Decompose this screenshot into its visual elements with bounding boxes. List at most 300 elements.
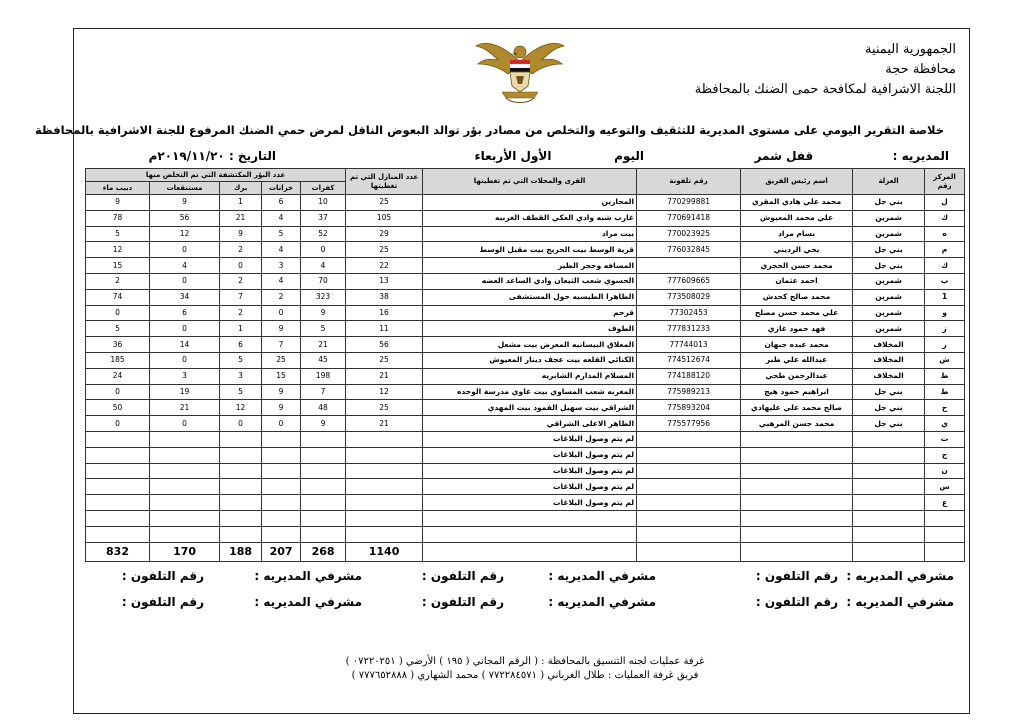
cell-area: شمرين (853, 226, 925, 242)
cell-villages: المعلاق البيسانيه المعرض بيت مشعل (423, 337, 637, 353)
cell-phone: 773508029 (637, 289, 741, 305)
cell-drums (86, 431, 150, 447)
supervisor-label: مشرفي المديريه : (254, 595, 362, 609)
district-value: قفل شمر (754, 149, 814, 163)
cell-center: ب (925, 273, 965, 289)
header-line-1: الجمهورية اليمنية (864, 42, 956, 57)
cell-villages: لم يتم وصول البلاغات (423, 479, 637, 495)
cell-pools: 9 (220, 226, 262, 242)
cell-houses: 22 (346, 258, 423, 274)
cell-containers (150, 463, 220, 479)
cell-houses (346, 495, 423, 511)
cell-pools (220, 479, 262, 495)
cell-houses: 29 (346, 226, 423, 242)
cell-phone: 770299881 (637, 195, 741, 211)
totals-empty-cell (741, 542, 853, 561)
cell-tanks (262, 510, 301, 526)
col-pools: برك (220, 182, 262, 195)
cell-leader (741, 431, 853, 447)
day-label: اليوم (614, 149, 644, 163)
cell-leader: علي محمد حسن مصلح (741, 305, 853, 321)
supervisor-label: مشرفي المديريه : (254, 569, 362, 583)
cell-pools: 1 (220, 195, 262, 211)
cell-containers: 34 (150, 289, 220, 305)
cell-phone (637, 510, 741, 526)
cell-containers: 4 (150, 258, 220, 274)
col-center: المركز رقم (925, 169, 965, 195)
phone-row-1-col-2 (422, 569, 504, 583)
table-row (86, 384, 965, 400)
cell-tanks (262, 447, 301, 463)
cell-houses: 12 (346, 384, 423, 400)
cell-center: ش (925, 352, 965, 368)
cell-area: بني جل (853, 384, 925, 400)
phone-row-2-col-3 (122, 595, 204, 609)
cell-phone (637, 495, 741, 511)
table-row (86, 495, 965, 511)
cell-center (925, 526, 965, 542)
cell-drums (86, 463, 150, 479)
day-meta (475, 149, 645, 163)
supervisor-row-2-col-1 (846, 595, 954, 609)
cell-houses: 13 (346, 273, 423, 289)
cell-containers: 0 (150, 321, 220, 337)
cell-tanks: 3 (262, 258, 301, 274)
cell-phone: 770691418 (637, 210, 741, 226)
cell-tires (301, 510, 346, 526)
cell-drums: 50 (86, 400, 150, 416)
cell-leader: محمد علي هادي المقري (741, 195, 853, 211)
cell-area: شمرين (853, 321, 925, 337)
cell-houses: 56 (346, 337, 423, 353)
cell-center (925, 510, 965, 526)
cell-containers: 9 (150, 195, 220, 211)
cell-villages: لم يتم وصول البلاغات (423, 431, 637, 447)
cell-villages: المسلام المدارم الشابريه (423, 368, 637, 384)
cell-leader: علي محمد المعيوش (741, 210, 853, 226)
date-value: ٢٠١٩/١١/٢٠م (148, 149, 225, 163)
date-meta (149, 149, 276, 163)
cell-tires: 10 (301, 195, 346, 211)
supervisor-row-2-col-3 (254, 595, 362, 609)
phone-label: رقم التلفون : (421, 595, 504, 609)
cell-leader: محمد صالح كحدش (741, 289, 853, 305)
cell-tanks: 9 (262, 400, 301, 416)
phone-label: رقم التلفون : (755, 595, 838, 609)
cell-area: شمرين (853, 305, 925, 321)
cell-area (853, 495, 925, 511)
cell-area: المخلاف (853, 368, 925, 384)
cell-villages: الظاهرا الطيسيه حول المستشفى (423, 289, 637, 305)
cell-area (853, 463, 925, 479)
cell-tires: 45 (301, 352, 346, 368)
totals-empty-cell (423, 542, 637, 561)
cell-leader: محمد حسن الحجري (741, 258, 853, 274)
table-row (86, 242, 965, 258)
cell-center: ك (925, 210, 965, 226)
cell-leader: ابراهيم حمود هيج (741, 384, 853, 400)
table-row (86, 447, 965, 463)
phone-row-2-col-2 (422, 595, 504, 609)
cell-villages (423, 510, 637, 526)
cell-containers (150, 447, 220, 463)
cell-area: بني جل (853, 195, 925, 211)
cell-drums: 36 (86, 337, 150, 353)
cell-center: ن (925, 463, 965, 479)
col-group-sources: عدد البؤر المكتشفة التي تم التخلص منها (86, 169, 346, 182)
cell-phone: 775577956 (637, 416, 741, 432)
cell-houses (346, 447, 423, 463)
cell-pools: 2 (220, 273, 262, 289)
footer-line-2: فريق غرفة العمليات : طلال الغرباني ( ٧٧٢٢٨٤٥٧١ ) محمد الشهاري ( ٧٧٧٦٥٢٨٨٨ ) (351, 670, 699, 681)
cell-leader: يحي الرديني (741, 242, 853, 258)
cell-pools: 7 (220, 289, 262, 305)
cell-phone (637, 258, 741, 274)
col-houses: عدد المنازل التي تم تغطيتها (346, 169, 423, 195)
col-containers: مستنقعات (150, 182, 220, 195)
table-row (86, 305, 965, 321)
cell-tires: 9 (301, 305, 346, 321)
header-line-2: محافظة حجة (885, 62, 956, 77)
supervisor-label: مشرفي المديريه : (846, 569, 954, 583)
cell-area (853, 510, 925, 526)
cell-tires: 4 (301, 258, 346, 274)
cell-containers: 14 (150, 337, 220, 353)
cell-drums: 5 (86, 321, 150, 337)
table-row (86, 321, 965, 337)
cell-center: 1 (925, 289, 965, 305)
col-phone: رقم تلفونة (637, 169, 741, 195)
date-label: التاريخ : (228, 149, 276, 163)
cell-center: ط (925, 384, 965, 400)
cell-drums: 24 (86, 368, 150, 384)
phone-row-1-col-1 (756, 569, 838, 583)
cell-houses: 25 (346, 242, 423, 258)
cell-drums: 0 (86, 305, 150, 321)
cell-leader: محمد عبده جبهان (741, 337, 853, 353)
cell-tanks: 6 (262, 195, 301, 211)
district-meta (755, 149, 949, 163)
cell-tires (301, 526, 346, 542)
cell-tires: 9 (301, 416, 346, 432)
total-tires: 268 (301, 542, 346, 561)
cell-tanks: 0 (262, 416, 301, 432)
cell-villages (423, 526, 637, 542)
total-containers: 170 (150, 542, 220, 561)
cell-pools (220, 495, 262, 511)
table-row (86, 258, 965, 274)
cell-tanks (262, 431, 301, 447)
phone-row-2-col-1 (756, 595, 838, 609)
cell-containers (150, 431, 220, 447)
cell-drums (86, 479, 150, 495)
cell-pools: 12 (220, 400, 262, 416)
cell-center: م (925, 242, 965, 258)
cell-villages: قرية الوسط بيت الحريج بيت مقبل الوسط (423, 242, 637, 258)
cell-tanks: 0 (262, 305, 301, 321)
cell-pools: 5 (220, 352, 262, 368)
cell-pools (220, 510, 262, 526)
supervisor-row-1-col-3 (254, 569, 362, 583)
cell-tires: 5 (301, 321, 346, 337)
col-drums: ديبب ماء (86, 182, 150, 195)
cell-containers (150, 495, 220, 511)
cell-center: ي (925, 416, 965, 432)
report-title: خلاصة التقرير اليومي على مستوى المديرية للتثقيف والتوعيه والتخلص من مصادر بؤر توالد البعوض الناقل لمرض حمي الضنك المرفوع للجنة الاشرافية بالمحافظة (34, 123, 944, 137)
totals-empty-cell (925, 542, 965, 561)
cell-leader (741, 495, 853, 511)
totals-row (86, 542, 965, 561)
cell-pools: 6 (220, 337, 262, 353)
cell-pools (220, 431, 262, 447)
cell-tires: 7 (301, 384, 346, 400)
col-tanks: خزانات (262, 182, 301, 195)
col-tires: كفرات (301, 182, 346, 195)
cell-tanks: 4 (262, 242, 301, 258)
total-tanks: 207 (262, 542, 301, 561)
table-row (86, 479, 965, 495)
cell-pools: 3 (220, 368, 262, 384)
cell-center: ت (925, 431, 965, 447)
supervisor-row-1-col-2 (548, 569, 656, 583)
cell-containers: 19 (150, 384, 220, 400)
cell-leader: احمد عثمان (741, 273, 853, 289)
cell-containers: 3 (150, 368, 220, 384)
cell-tires: 323 (301, 289, 346, 305)
cell-houses (346, 510, 423, 526)
cell-villages: لم يتم وصول البلاغات (423, 495, 637, 511)
day-value: الأول الأربعاء (474, 149, 552, 163)
footer-line-1: غرفة عمليات لجنه التنسيق بالمحافظة : ( الرقم المجاني ( ١٩٥ ) الأرضي ( ٠٧٢٢٠٢٥١ ) (345, 656, 705, 667)
cell-drums: 78 (86, 210, 150, 226)
cell-pools: 0 (220, 258, 262, 274)
cell-tanks (262, 526, 301, 542)
cell-villages: الحسوي شعب الثيعان وادي الساعد العضه (423, 273, 637, 289)
cell-drums: 9 (86, 195, 150, 211)
cell-area (853, 447, 925, 463)
cell-tires: 48 (301, 400, 346, 416)
cell-leader: صالح محمد علي عليهادي (741, 400, 853, 416)
cell-villages: بيت مراد (423, 226, 637, 242)
total-drums: 832 (86, 542, 150, 561)
cell-tires: 52 (301, 226, 346, 242)
supervisor-row-1-col-1 (846, 569, 954, 583)
cell-center: و (925, 305, 965, 321)
col-area: العزلة (853, 169, 925, 195)
cell-containers (150, 510, 220, 526)
cell-drums: 0 (86, 416, 150, 432)
cell-tires: 198 (301, 368, 346, 384)
header-block (695, 40, 956, 100)
footer-contacts (330, 655, 720, 683)
cell-houses: 38 (346, 289, 423, 305)
cell-phone: 774188120 (637, 368, 741, 384)
cell-houses (346, 479, 423, 495)
cell-tires: 37 (301, 210, 346, 226)
cell-leader: عبدالرحمن طحي (741, 368, 853, 384)
cell-drums: 12 (86, 242, 150, 258)
cell-villages: لم يتم وصول البلاغات (423, 463, 637, 479)
phone-label: رقم التلفون : (755, 569, 838, 583)
cell-villages: الشراقي بيت سهيل القمود بيت المهدي (423, 400, 637, 416)
cell-villages: الطوف (423, 321, 637, 337)
table-row (86, 210, 965, 226)
total-pools: 188 (220, 542, 262, 561)
phone-label: رقم التلفون : (121, 569, 204, 583)
cell-phone: 776032845 (637, 242, 741, 258)
cell-leader (741, 447, 853, 463)
cell-area: بني جل (853, 242, 925, 258)
cell-leader (741, 463, 853, 479)
cell-containers: 56 (150, 210, 220, 226)
cell-villages: غارب شبه وادي العكي القطف الغربيه (423, 210, 637, 226)
cell-phone: 777831233 (637, 321, 741, 337)
table-row (86, 463, 965, 479)
cell-pools: 0 (220, 416, 262, 432)
cell-villages: المغربه شعب المساوي بيت غاوي مدرسة الوحده (423, 384, 637, 400)
cell-area (853, 526, 925, 542)
cell-tires: 0 (301, 242, 346, 258)
cell-tanks: 2 (262, 289, 301, 305)
cell-houses: 25 (346, 352, 423, 368)
cell-leader: فهد حمود غازي (741, 321, 853, 337)
cell-tires (301, 431, 346, 447)
col-villages: القرى والمحلات التي تم تغطيتها (423, 169, 637, 195)
cell-area: شمرين (853, 273, 925, 289)
cell-containers: 0 (150, 273, 220, 289)
cell-tanks: 4 (262, 273, 301, 289)
cell-center: س (925, 479, 965, 495)
cell-leader (741, 479, 853, 495)
table-row (86, 226, 965, 242)
cell-tanks: 9 (262, 384, 301, 400)
cell-tanks: 9 (262, 321, 301, 337)
totals-empty-cell (637, 542, 741, 561)
cell-area (853, 431, 925, 447)
yemen-emblem-logo (472, 34, 568, 110)
cell-containers: 12 (150, 226, 220, 242)
table-row (86, 289, 965, 305)
cell-phone (637, 463, 741, 479)
cell-houses: 25 (346, 195, 423, 211)
cell-villages: الظاهر الاعلى الشراقي (423, 416, 637, 432)
table-row (86, 273, 965, 289)
cell-area: بني جل (853, 258, 925, 274)
cell-containers: 6 (150, 305, 220, 321)
cell-containers: 21 (150, 400, 220, 416)
cell-center: ح (925, 400, 965, 416)
phone-row-1-col-3 (122, 569, 204, 583)
cell-leader (741, 526, 853, 542)
cell-containers: 0 (150, 242, 220, 258)
cell-area: المخلاف (853, 352, 925, 368)
cell-phone (637, 447, 741, 463)
cell-phone (637, 431, 741, 447)
cell-area: بني جل (853, 400, 925, 416)
cell-tanks (262, 495, 301, 511)
cell-phone: 770023925 (637, 226, 741, 242)
cell-tires (301, 447, 346, 463)
cell-tanks (262, 479, 301, 495)
cell-tires (301, 479, 346, 495)
cell-tires (301, 463, 346, 479)
table-row (86, 368, 965, 384)
supervisor-row-2-col-2 (548, 595, 656, 609)
cell-villages: الكنائي القلعه بيت عجف دينار المعيوش (423, 352, 637, 368)
table-row (86, 400, 965, 416)
cell-drums: 185 (86, 352, 150, 368)
supervisor-label: مشرفي المديريه : (846, 595, 954, 609)
cell-villages: المحارين (423, 195, 637, 211)
cell-drums (86, 495, 150, 511)
cell-houses (346, 526, 423, 542)
cell-area: المخلاف (853, 337, 925, 353)
supervisor-label: مشرفي المديريه : (548, 569, 656, 583)
table-row (86, 195, 965, 211)
header-line-3: اللجنة الاشرافية لمكافحة حمى الضنك بالمحافظة (694, 82, 956, 97)
cell-pools (220, 463, 262, 479)
totals-empty-cell (853, 542, 925, 561)
cell-center: ر (925, 337, 965, 353)
cell-phone: 77302453 (637, 305, 741, 321)
cell-drums: 5 (86, 226, 150, 242)
cell-drums (86, 526, 150, 542)
cell-tanks: 7 (262, 337, 301, 353)
cell-tanks: 25 (262, 352, 301, 368)
table-row (86, 526, 965, 542)
table-row (86, 416, 965, 432)
cell-phone: 77744013 (637, 337, 741, 353)
cell-area (853, 479, 925, 495)
cell-leader: محمد حسن المرهبي (741, 416, 853, 432)
cell-villages: المسافه وحجر الظير (423, 258, 637, 274)
cell-tanks: 5 (262, 226, 301, 242)
cell-pools: 2 (220, 305, 262, 321)
cell-center: ج (925, 447, 965, 463)
cell-houses: 16 (346, 305, 423, 321)
total-houses: 1140 (346, 542, 423, 561)
cell-pools: 5 (220, 384, 262, 400)
cell-tanks (262, 463, 301, 479)
cell-tanks: 4 (262, 210, 301, 226)
cell-drums (86, 510, 150, 526)
cell-center: ز (925, 321, 965, 337)
phone-label: رقم التلفون : (121, 595, 204, 609)
cell-tires: 21 (301, 337, 346, 353)
col-leader: اسم رئيس الفريق (741, 169, 853, 195)
district-label: المديريه : (892, 149, 949, 163)
table-row (86, 337, 965, 353)
cell-pools: 21 (220, 210, 262, 226)
cell-area: شمرين (853, 289, 925, 305)
cell-pools (220, 526, 262, 542)
cell-villages: قرحم (423, 305, 637, 321)
cell-center: ه (925, 226, 965, 242)
cell-drums: 0 (86, 384, 150, 400)
phone-label: رقم التلفون : (421, 569, 504, 583)
cell-center: ك (925, 258, 965, 274)
cell-containers (150, 526, 220, 542)
cell-tires: 70 (301, 273, 346, 289)
cell-houses: 11 (346, 321, 423, 337)
table-row (86, 510, 965, 526)
cell-containers: 0 (150, 416, 220, 432)
cell-phone (637, 526, 741, 542)
cell-houses: 25 (346, 400, 423, 416)
cell-leader: عبدالله علي ظبر (741, 352, 853, 368)
cell-center: ل (925, 195, 965, 211)
table-row (86, 431, 965, 447)
